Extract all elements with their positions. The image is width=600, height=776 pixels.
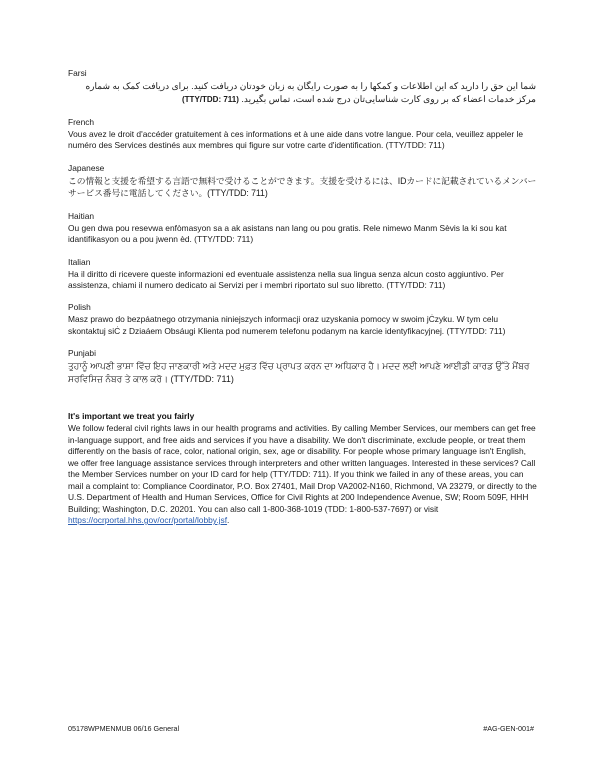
important-notice-body (68, 423, 538, 527)
ocr-portal-link[interactable]: https://ocrportal.hhs.gov/ocr/portal/lobby.jsf (68, 515, 228, 526)
language-block-italian (68, 257, 538, 292)
footer-document-code: 05178WPMENMUB 06/16 General (68, 724, 180, 733)
language-label-polish: Polish (68, 302, 91, 313)
language-block-japanese (68, 163, 538, 200)
language-label-french: French (68, 117, 95, 128)
language-block-polish (68, 302, 538, 337)
tty-note-farsi: (TTY/TDD: 711) (182, 94, 239, 104)
language-label-punjabi: Punjabi (68, 348, 96, 359)
language-block-haitian (68, 211, 538, 246)
language-label-japanese: Japanese (68, 162, 105, 173)
language-label-farsi: Farsi (68, 68, 87, 78)
language-text-farsi (68, 80, 538, 106)
language-text-punjabi: ਤੁਹਾਨੂੰ ਆਪਣੀ ਭਾਸ਼ਾ ਵਿੱਚ ਇਹ ਜਾਣਕਾਰੀ ਅਤੇ ਮਦਦ ਮੁਫ਼ਤ ਵਿੱਚ ਪ੍ਰਾਪਤ ਕਰਨ ਦਾ ਅਧਿਕਾਰ ਹੈ। ਮਦਦ ਲਈ ਆਪਣੇ ਆਈਡੀ ਕਾਰਡ ਉੱਤੇ ਮੈਂਬਰ ਸਰਵਿਸਿਜ਼ ਨੰਬਰ ਤੇ ਕਾਲ ਕਰੋ। (TTY/TDD: 711) (68, 360, 530, 385)
language-block-punjabi (68, 348, 538, 387)
language-text-japanese: この情報と支援を希望する言語で無料で受けることができます。支援を受けるには、IDカードに記載されているメンバーサービス番号に電話してください。(TTY/TDD: 711) (68, 175, 537, 199)
language-text-farsi-content: شما این حق را دارید که این اطلاعات و کمکها را به صورت رایگان به زبان خودتان دریافت کنید. برای دریافت کمک به شماره مرکز خدمات اعضاء که بر روی کارت شناسایی‌تان درج شده است، تماس بگیرید. (85, 80, 536, 104)
language-block-farsi (68, 68, 538, 106)
language-text-italian: Ha il diritto di ricevere queste informazioni ed eventuale assistenza nella sua lingua senza alcun costo aggiuntivo. Per assistenza, chiami il numero dedicato ai Servizi per i membri riportato sul suo libretto. (TTY/TDD: 711) (68, 268, 504, 290)
language-text-french: Vous avez le droit d'accéder gratuitement à ces informations et à une aide dans votre langue. Pour cela, veuillez appeler le numéro des Services destinés aux membres qui figure sur votre carte d'identification. (TTY/TDD: 711) (68, 129, 524, 151)
important-notice-section (68, 411, 538, 527)
footer-form-id: #AG-GEN-001# (483, 724, 534, 733)
important-notice-title: It's important we treat you fairly (68, 410, 195, 421)
language-label-haitian: Haitian (68, 210, 95, 221)
language-text-haitian: Ou gen dwa pou resevwa enfòmasyon sa a ak asistans nan lang ou pou gratis. Rele nimewo Manm Sèvis la ki sou kat idantifikasyon ou a pou jwenn èd. (TTY/TDD: 711) (68, 222, 507, 245)
language-text-polish: Masz prawo do bezpáatnego otrzymania niniejszych informacji oraz uzyskania pomocy w swoim jĊzyku. W tym celu skontaktuj siĊ z Dziaáem Obsáugi Klienta pod numerem telefonu podanym na karcie identyfikacyjnej. (TTY/TDD: 711) (68, 314, 506, 336)
important-notice-text: We follow federal civil rights laws in our health programs and activities. By calling Member Services, our members can get free in-language support, and free aids and services if you have a disability. We don't discriminate, exclude people, or treat them differently on the basis of race, color, national origin, sex, age or disability. For people whose primary language isn't English, we offer free language assistance services through interpreters and other written languages. Interested in these services? Call the Member Services number on your ID card for help (TTY/TDD: 711). If you think we failed in any of these areas, you can mail a complaint to: Compliance Coordinator, P.O. Box 27401, Mail Drop VA2002-N160, Richmond, VA 23279, or directly to the U.S. Department of Health and Human Services, Office for Civil Rights at 200 Independence Avenue, SW; Room 509F, HHH Building; Washington, D.C. 20201. You can also call 1-800-368-1019 (TDD: 1-800-537-7697) or visit (68, 423, 537, 514)
language-label-italian: Italian (68, 256, 91, 267)
page-footer (68, 724, 538, 734)
important-notice-text-end: . (227, 515, 230, 526)
language-block-french (68, 117, 538, 152)
